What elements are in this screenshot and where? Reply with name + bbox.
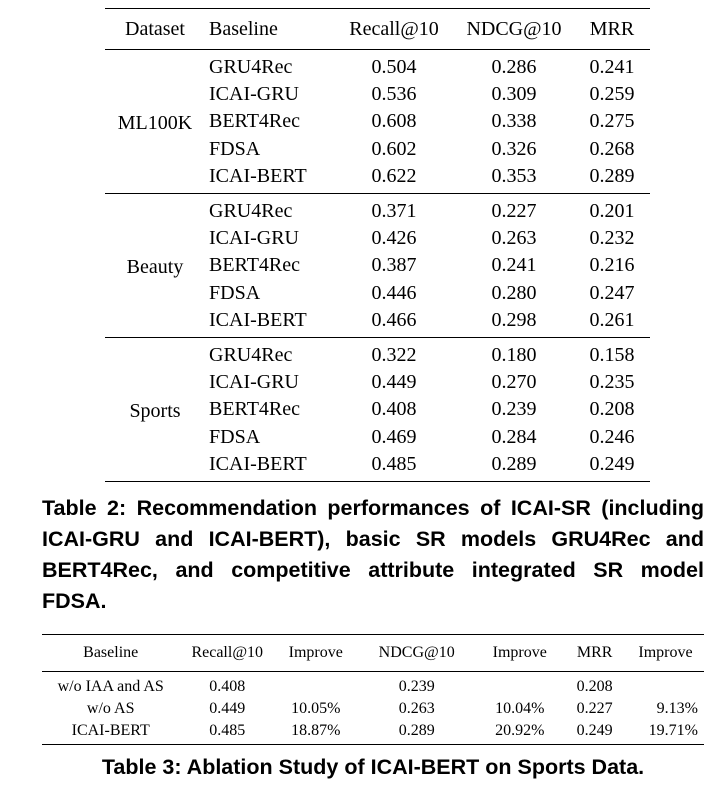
ndcg-cell: 0.263 [491,227,537,250]
table-2 [105,8,650,482]
dataset-label: ML100K [105,50,205,194]
group-beauty [105,193,650,337]
recall-cell-best: 0.485 [334,451,454,482]
ndcg-cell: 0.241 [491,254,537,277]
recall-cell: 0.426 [371,227,417,250]
ndcg-cell: 0.239 [398,678,435,695]
mrr-cell: 0.268 [589,137,635,160]
ndcg-cell: 0.270 [491,371,537,394]
header-improve-mrr: Improve [627,635,704,672]
mrr-cell: 0.275 [589,110,635,133]
recall-cell: 0.536 [371,83,417,106]
mrr-cell: 0.208 [589,398,635,421]
header-improve-ndcg: Improve [477,635,562,672]
baseline-cell: ICAI-BERT [205,307,334,338]
baseline-cell: FDSA [209,425,261,448]
mrr-cell: 0.158 [589,343,635,366]
mrr-cell-best: 0.249 [574,451,650,482]
baseline-cell: ICAI-GRU [209,83,299,106]
mrr-cell: 0.216 [589,254,635,277]
baseline-cell: ICAI-GRU [209,227,299,250]
baseline-cell: BERT4Rec [209,254,301,277]
header-improve-recall: Improve [275,635,356,672]
baseline-cell: ICAI-BERT [205,451,334,482]
header-recall: Recall@10 [179,635,275,672]
ndcg-cell: 0.280 [491,281,537,304]
baseline-cell: w/o AS [86,700,135,717]
ndcg-cell: 0.286 [491,56,537,79]
ndcg-cell: 0.263 [398,700,435,717]
improve-mrr-cell: 19.71% [627,720,704,745]
group-ml100k [105,50,650,194]
recall-cell: 0.446 [371,281,417,304]
improve-recall-cell: 18.87% [275,720,356,745]
ndcg-cell: 0.284 [491,425,537,448]
header-dataset: Dataset [105,9,205,50]
dataset-label: Sports [105,337,205,481]
header-recall: Recall@10 [334,9,454,50]
baseline-cell: BERT4Rec [209,110,301,133]
table-3-header-row [42,635,704,672]
recall-cell: 0.602 [371,137,417,160]
ndcg-cell-best: 0.353 [454,163,574,194]
ndcg-cell: 0.338 [491,110,537,133]
ndcg-cell: 0.326 [491,137,537,160]
table-3 [42,634,704,745]
table-row [42,698,704,720]
improve-recall-cell [275,672,356,699]
recall-cell: 0.449 [371,371,417,394]
mrr-cell: 0.241 [589,56,635,79]
header-ndcg: NDCG@10 [356,635,477,672]
mrr-cell: 0.232 [589,227,635,250]
ndcg-cell-best: 0.289 [454,451,574,482]
table-row [42,672,704,699]
improve-ndcg-cell: 20.92% [477,720,562,745]
ndcg-cell: 0.227 [491,200,537,223]
baseline-cell: BERT4Rec [209,398,301,421]
recall-cell: 0.608 [371,110,417,133]
recall-cell: 0.387 [371,254,417,277]
baseline-cell: FDSA [209,137,261,160]
recall-cell: 0.449 [209,700,246,717]
recall-cell: 0.322 [371,343,417,366]
recall-cell-best: 0.466 [334,307,454,338]
baseline-cell: FDSA [209,281,261,304]
mrr-cell: 0.259 [589,83,635,106]
recall-cell: 0.469 [371,425,417,448]
mrr-cell: 0.208 [576,678,613,695]
table-row [42,720,704,745]
improve-recall-cell: 10.05% [291,700,341,717]
recall-cell: 0.408 [209,678,246,695]
recall-cell: 0.408 [371,398,417,421]
dataset-label: Beauty [105,193,205,337]
mrr-cell-best: 0.289 [574,163,650,194]
recall-cell: 0.485 [179,720,275,745]
header-mrr: MRR [574,9,650,50]
ndcg-cell: 0.289 [356,720,477,745]
mrr-cell: 0.247 [589,281,635,304]
improve-ndcg-cell [477,672,562,699]
table-2-caption: Table 2: Recommendation performances of ICAI-SR (including ICAI-GRU and ICAI-BERT), basic SR models GRU4Rec and BERT4Rec, and competitive attribute integrated SR model FDSA. [42,496,704,613]
table-row [105,337,650,369]
ndcg-cell: 0.309 [491,83,537,106]
mrr-cell-best: 0.261 [574,307,650,338]
table-2-header-row [105,9,650,50]
mrr-cell: 0.227 [576,700,613,717]
ndcg-cell: 0.180 [491,343,537,366]
baseline-cell: ICAI-BERT [205,163,334,194]
improve-mrr-cell [627,672,704,699]
header-baseline: Baseline [42,635,179,672]
baseline-cell: w/o IAA and AS [57,678,164,695]
table-row [105,50,650,82]
group-sports [105,337,650,481]
recall-cell: 0.371 [371,200,417,223]
ndcg-cell-best: 0.298 [454,307,574,338]
baseline-cell: ICAI-BERT [42,720,179,745]
mrr-cell: 0.246 [589,425,635,448]
mrr-cell: 0.201 [589,200,635,223]
recall-cell-best: 0.622 [334,163,454,194]
baseline-cell: GRU4Rec [209,343,293,366]
ndcg-cell: 0.239 [491,398,537,421]
improve-ndcg-cell: 10.04% [495,700,545,717]
improve-mrr-cell: 9.13% [656,700,698,717]
header-ndcg: NDCG@10 [454,9,574,50]
table-3-caption: Table 3: Ablation Study of ICAI-BERT on Sports Data. [101,755,645,779]
recall-cell: 0.504 [371,56,417,79]
mrr-cell: 0.235 [589,371,635,394]
baseline-cell: GRU4Rec [209,56,293,79]
mrr-cell: 0.249 [562,720,627,745]
baseline-cell: GRU4Rec [209,200,293,223]
table-row [105,193,650,225]
header-mrr: MRR [562,635,627,672]
header-baseline: Baseline [205,9,334,50]
baseline-cell: ICAI-GRU [209,371,299,394]
